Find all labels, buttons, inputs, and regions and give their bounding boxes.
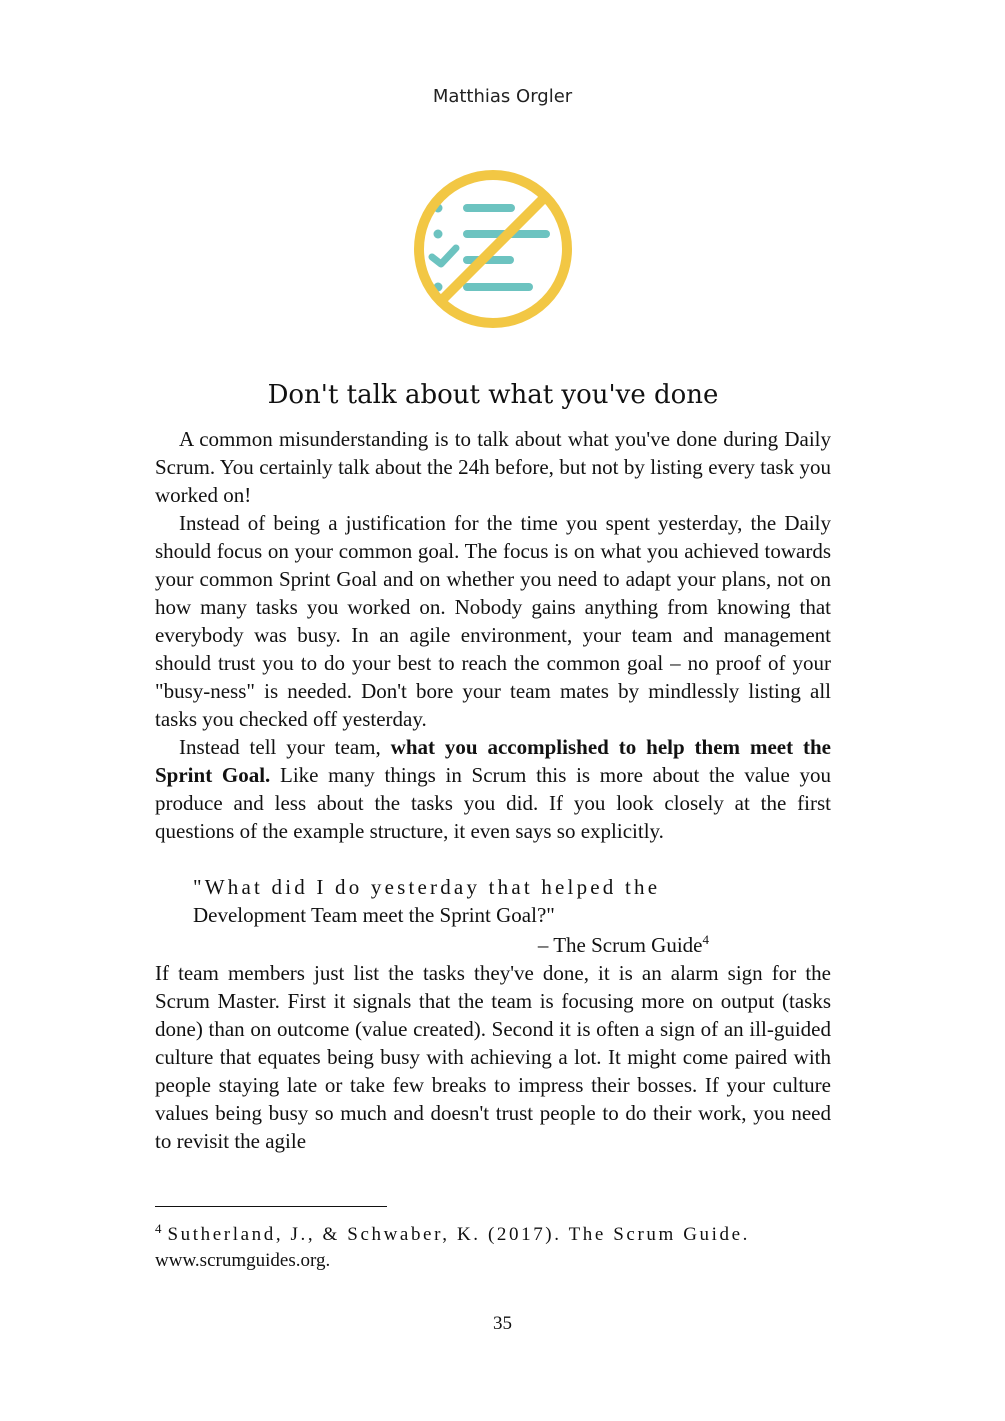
quote-attribution — [155, 931, 709, 959]
footnote-reference[interactable]: 4 — [702, 932, 709, 947]
quote-line-2: Development Team meet the Sprint Goal?" — [193, 903, 555, 927]
no-task-list-icon-graphic — [410, 166, 576, 332]
quote-line-1: "What did I do yesterday that helped the — [193, 875, 661, 899]
footnote-divider — [155, 1206, 387, 1207]
paragraph-1: A common misunderstanding is to talk about what you've done during Daily Scrum. You certainly talk about the 24h before, but not by listing every task you worked on! — [155, 427, 831, 507]
attribution-text: – The Scrum Guide — [537, 933, 703, 957]
paragraph-3-end: Like many things in Scrum this is more about the value you produce and less about the tasks you did. If you look closely at the first questions of the example structure, it even says so explicitly. — [155, 763, 831, 843]
no-task-list-icon — [410, 166, 576, 332]
page-number: 35 — [493, 1313, 512, 1334]
block-quote — [193, 873, 709, 929]
body-text — [155, 425, 831, 1155]
paragraph-4: If team members just list the tasks they've done, it is an alarm sign for the Scrum Master. First it signals that the team is focusing more on output (tasks done) than on outcome (value created). Second it is often a sign of an ill-guided culture that equates being busy with achieving a lot. It might come paired with people staying late or take few breaks to impress their bosses. If your culture values being busy so much and doesn't trust people to do their work, you need to revisit the agile — [155, 961, 831, 1153]
paragraph-3-start: Instead tell your team, — [179, 735, 391, 759]
footnote-citation: Sutherland, J., & Schwaber, K. (2017). The Scrum Guide. — [167, 1224, 751, 1245]
running-header-author: Matthias Orgler — [432, 86, 573, 107]
paragraph-3 — [155, 733, 831, 845]
prohibition-ring — [419, 175, 567, 323]
footnote-line-1 — [155, 1222, 831, 1248]
footnote-url[interactable]: www.scrumguides.org. — [155, 1250, 331, 1271]
paragraph-2: Instead of being a justification for the time you spent yesterday, the Daily should focus on your common goal. The focus is on what you achieved towards your common Sprint Goal and on whether you need to adapt your plans, not on how many tasks you worked on. Nobody gains anything from knowing that everybody was busy. In an agile environment, your team and management should trust you to do your best to reach the common goal – no proof of your "busy-ness" is needed. Don't bore your team mates by mindlessly listing all tasks you checked off yesterday. — [155, 511, 831, 731]
footnote-number: 4 — [155, 1221, 162, 1236]
footnote — [155, 1222, 831, 1274]
paragraph-3-bold: what you accomplished to help them meet the Sprint Goal. — [155, 735, 831, 787]
chapter-title: Don't talk about what you've done — [267, 380, 719, 410]
